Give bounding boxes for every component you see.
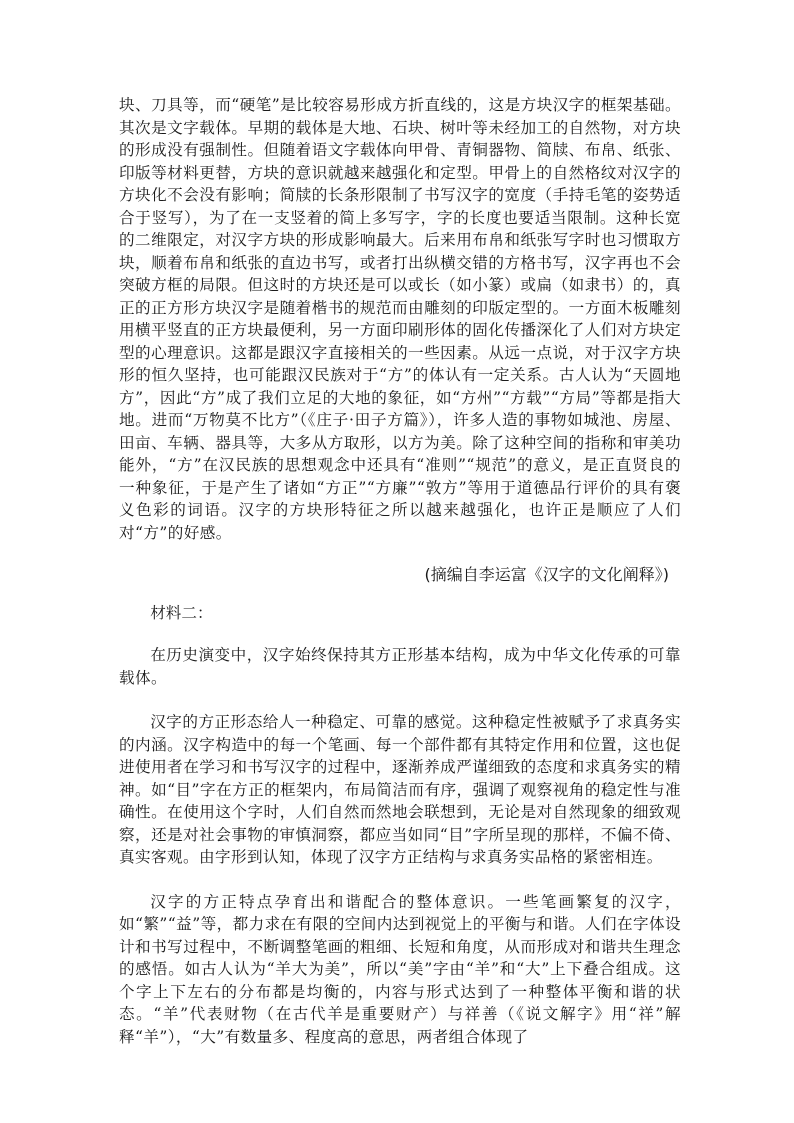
source-citation: (摘编自李运富《汉字的文化阐释》)	[424, 565, 669, 584]
body-paragraph-1: 块、刀具等，而“硬笔”是比较容易形成方折直线的，这是方块汉字的框架基础。其次是文字载体。早期的载体是大地、石块、树叶等未经加工的自然物，对方块的形成没有强制性。但随着语文字载体向甲骨、青铜器物、简牍、布帛、纸张、印版等材料更替，方块的意识就越来越强化和定型。甲骨上的自然格纹对汉字的方块化不会没有影响；简牍的长条形限制了书写汉字的宽度（手持毛笔的姿势适合于竖写），为了在一支竖着的简上多写字，字的长度也要适当限制。这种长宽的二维限定，对汉字方块的形成影响最大。后来用布帛和纸张写字时也习惯取方块，顺着布帛和纸张的直边书写，或者打出纵横交错的方格书写，汉字再也不会突破方框的局限。但这时的方块还是可以或长（如小篆）或扁（如隶书）的，真正的正方形方块汉字是随着楷书的规范而由雕刻的印版定型的。一方面木板雕刻用横平竖直的正方块最便利，另一方面印刷形体的固化传播深化了人们对方块定型的心理意识。这都是跟汉字直接相关的一些因素。从远一点说，对于汉字方块形的恒久坚持，也可能跟汉民族对于“方”的体认有一定关系。古人认为“天圆地方”，因此“方”成了我们立足的大地的象征，如“方州”“方载”“方局”等都是指大地。进而“万物莫不比方”（《庄子·田子方篇》），许多人造的事物如城池、房屋、田亩、车辆、器具等，大多从方取形，以方为美。除了这种空间的指称和审美功能外，“方”在汉民族的思想观念中还具有“准则”“规范”的意义，是正直贤良的一种象征，于是产生了诸如“方正”“方廉”“敦方”等用于道德品行评价的具有褒义色彩的词语。汉字的方块形特征之所以越来越强化，也许正是顺应了人们对“方”的好感。	[119, 96, 681, 542]
document-page	[119, 94, 681, 1048]
body-paragraph-4: 汉字的方正特点孕育出和谐配合的整体意识。一些笔画繁复的汉字，如“繁”“益”等，都力求在有限的空间内达到视觉上的平衡与和谐。人们在字体设计和书写过程中，不断调整笔画的粗细、长短和角度，从而形成对和谐共生理念的感悟。如古人认为“羊大为美”，所以“美”字由“羊”和“大”上下叠合组成。这个字上下左右的分布都是均衡的，内容与形式达到了一种整体平衡和谐的状态。“羊”代表财物（在古代羊是重要财产）与祥善（《说文解字》用“祥”解释“羊”），“大”有数量多、程度高的意思，两者组合体现了	[119, 892, 681, 1046]
body-paragraph-2: 在历史演变中，汉字始终保持其方正形基本结构，成为中华文化传承的可靠载体。	[119, 646, 681, 687]
section-heading: 材料二：	[150, 604, 213, 622]
body-paragraph-3: 汉字的方正形态给人一种稳定、可靠的感觉。这种稳定性被赋予了求真务实的内涵。汉字构造中的每一个笔画、每一个部件都有其特定作用和位置，这也促进使用者在学习和书写汉字的过程中，逐渐养成严谨细致的态度和求真务实的精神。如“目”字在方正的框架内，布局简洁而有序，强调了观察视角的稳定性与准确性。在使用这个字时，人们自然而然地会联想到，无论是对自然现象的细致观察，还是对社会事物的审慎洞察，都应当如同“目”字所呈现的那样，不偏不倚、真实客观。由字形到认知，体现了汉字方正结构与求真务实品格的紧密相连。	[119, 713, 681, 866]
